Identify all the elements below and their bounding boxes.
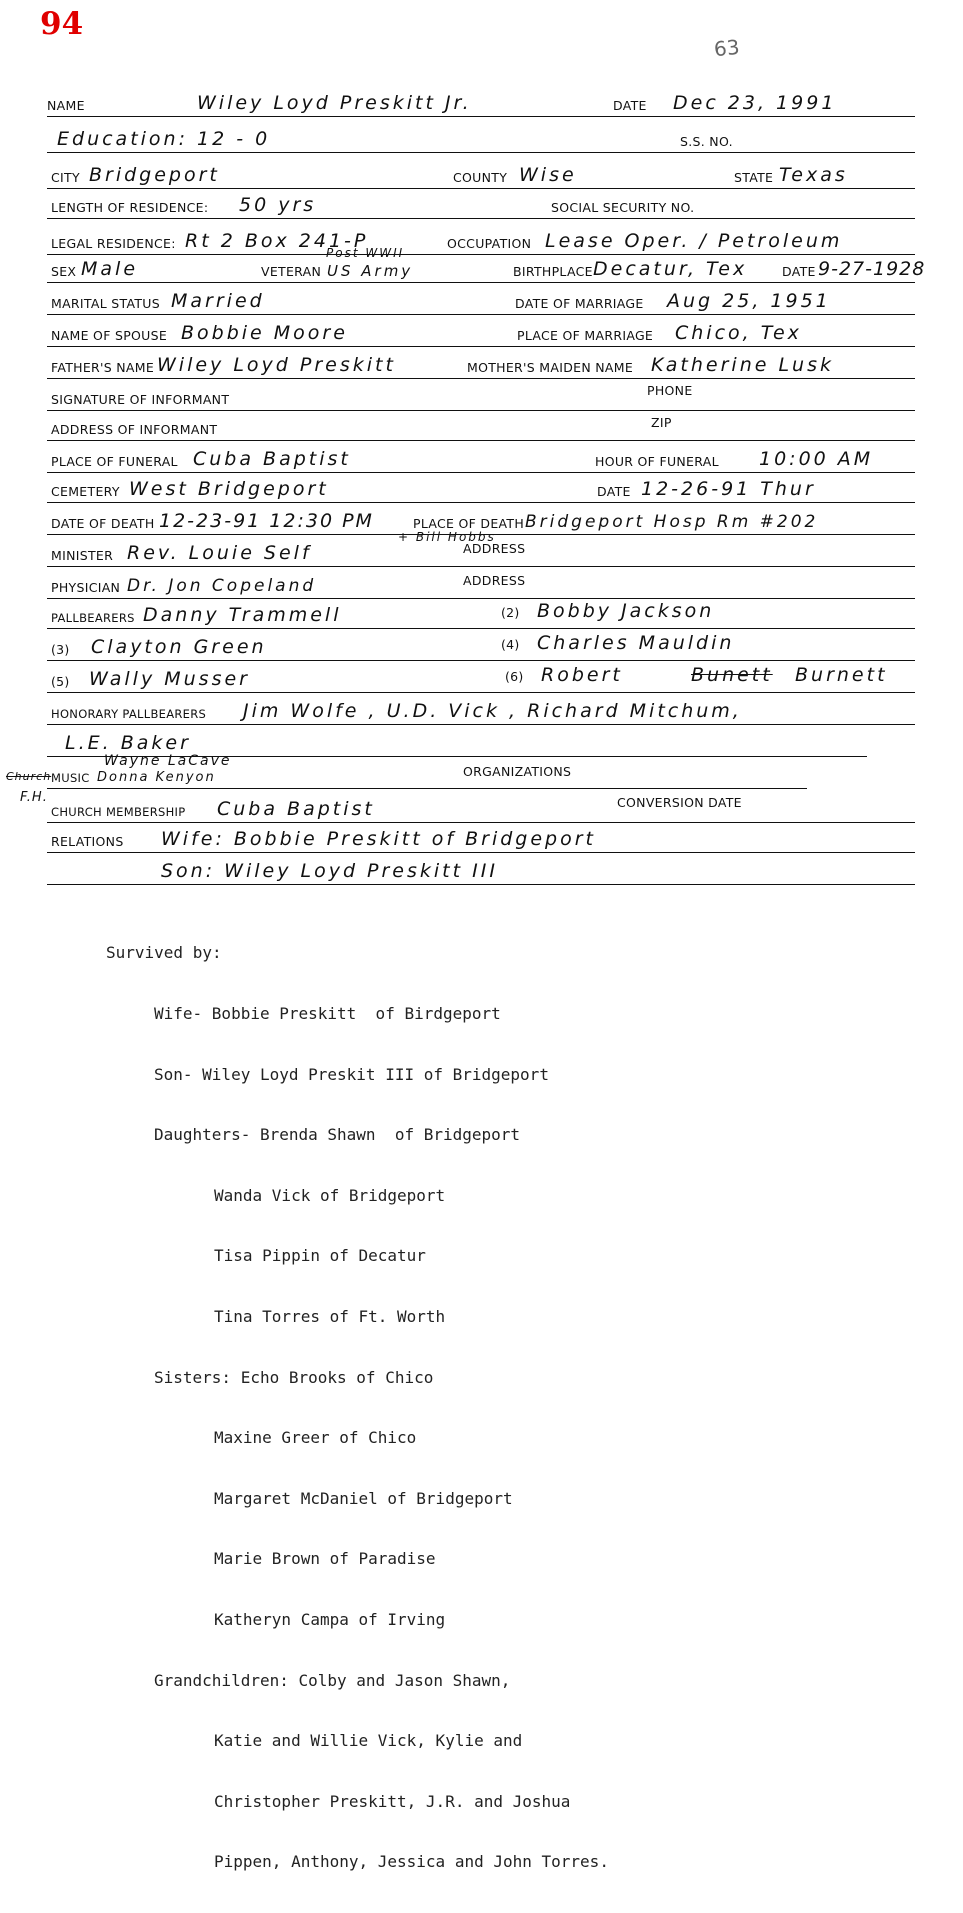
honorary-value: Jim Wolfe , U.D. Vick , Richard Mitchum, bbox=[243, 700, 742, 722]
death-place-label: PLACE OF DEATH bbox=[413, 516, 525, 531]
survivor-line: Tina Torres of Ft. Worth bbox=[214, 1306, 446, 1326]
row-informant-signature bbox=[47, 378, 915, 411]
honorary-label: HONORARY PALLBEARERS bbox=[51, 707, 207, 721]
row-marital bbox=[47, 282, 915, 315]
survivor-line: Wife- Bobbie Preskitt of Birdgeport bbox=[154, 1004, 501, 1023]
cemetery-date-label: DATE bbox=[597, 484, 631, 499]
date-value: Dec 23, 1991 bbox=[673, 92, 837, 114]
row-residence-length bbox=[47, 184, 915, 219]
pallbearer-6-number: (6) bbox=[505, 669, 524, 684]
social-security-label: SOCIAL SECURITY NO. bbox=[551, 200, 695, 215]
conversion-label: CONVERSION DATE bbox=[617, 795, 742, 810]
survivor-line: Wanda Vick of Bridgeport bbox=[214, 1185, 446, 1205]
education-value: Education: 12 - 0 bbox=[57, 128, 271, 150]
birthplace-label: BIRTHPLACE bbox=[513, 264, 593, 279]
music-fh-note: F.H. bbox=[20, 790, 48, 805]
minister-addr-label: ADDRESS bbox=[463, 541, 526, 556]
survivor-line: Son- Wiley Loyd Preskit III of Bridgeport bbox=[154, 1064, 549, 1084]
survivor-line: Sisters: Echo Brooks of Chico bbox=[154, 1367, 434, 1387]
sex-value: Male bbox=[81, 258, 139, 280]
church-label: CHURCH MEMBERSHIP bbox=[51, 805, 186, 819]
physician-value: Dr. Jon Copeland bbox=[127, 576, 317, 596]
survivor-line: Katie and Willie Vick, Kylie and bbox=[214, 1731, 523, 1751]
mother-value: Katherine Lusk bbox=[651, 354, 834, 376]
spouse-value: Bobbie Moore bbox=[181, 322, 348, 344]
cemetery-value: West Bridgeport bbox=[129, 478, 329, 500]
survivor-line: Katheryn Campa of Irving bbox=[214, 1609, 446, 1629]
row-cemetery bbox=[47, 472, 915, 503]
pallbearer-6-corrected: Burnett bbox=[795, 664, 888, 686]
marriage-place-value: Chico, Tex bbox=[675, 322, 802, 344]
page-number: 94 bbox=[40, 6, 84, 42]
cemetery-label: CEMETERY bbox=[51, 484, 120, 499]
marriage-place-label: PLACE OF MARRIAGE bbox=[517, 328, 654, 343]
pallbearer-6: Robert bbox=[541, 664, 623, 686]
veteran-value: US Army bbox=[327, 262, 414, 280]
row-pallbearers-2 bbox=[47, 628, 915, 661]
honorary-cont-value: L.E. Baker bbox=[65, 732, 191, 754]
residence-length-label: LENGTH OF RESIDENCE: bbox=[51, 200, 209, 215]
survivor-line: Tisa Pippin of Decatur bbox=[214, 1246, 426, 1266]
cemetery-date-value: 12-26-91 Thur bbox=[641, 478, 816, 500]
spouse-label: NAME OF SPOUSE bbox=[51, 328, 168, 343]
father-value: Wiley Loyd Preskitt bbox=[157, 354, 396, 376]
sex-label: SEX bbox=[51, 264, 77, 279]
pallbearers-label: PALLBEARERS bbox=[51, 611, 135, 625]
minister-note: + Bill Hobbs bbox=[398, 530, 496, 544]
pallbearer-4-number: (4) bbox=[501, 637, 520, 652]
ss-label: S.S. NO. bbox=[680, 134, 733, 149]
survivor-line: Marie Brown of Paradise bbox=[214, 1549, 436, 1569]
mother-label: MOTHER'S MAIDEN NAME bbox=[467, 360, 634, 375]
row-pallbearers-1 bbox=[47, 598, 915, 629]
phone-label: PHONE bbox=[647, 383, 693, 398]
date-label: DATE bbox=[613, 98, 647, 113]
music-value-2: Donna Kenyon bbox=[97, 770, 216, 785]
pallbearer-4: Charles Mauldin bbox=[537, 632, 735, 654]
row-spouse bbox=[47, 314, 915, 347]
birth-date-value: 9-27-1928 bbox=[818, 258, 926, 280]
survivor-line: Maxine Greer of Chico bbox=[214, 1428, 417, 1448]
row-name bbox=[47, 80, 915, 117]
father-label: FATHER'S NAME bbox=[51, 360, 155, 375]
row-relations-cont bbox=[47, 852, 915, 885]
minister-value: Rev. Louie Self bbox=[127, 542, 312, 564]
marriage-date-value: Aug 25, 1951 bbox=[667, 290, 831, 312]
death-date-label: DATE OF DEATH bbox=[51, 516, 155, 531]
state-label: STATE bbox=[734, 170, 774, 185]
funeral-place-label: PLACE OF FUNERAL bbox=[51, 454, 178, 469]
county-label: COUNTY bbox=[453, 170, 508, 185]
row-parents bbox=[47, 346, 915, 379]
row-minister bbox=[47, 534, 915, 567]
row-honorary bbox=[47, 692, 915, 725]
row-education bbox=[47, 116, 915, 153]
informant-addr-label: ADDRESS OF INFORMANT bbox=[51, 422, 218, 437]
residence-length-value: 50 yrs bbox=[239, 194, 317, 216]
minister-label: MINISTER bbox=[51, 548, 114, 563]
funeral-hour-value: 10:00 AM bbox=[759, 448, 874, 470]
music-struck-word: Church bbox=[6, 770, 52, 783]
row-church bbox=[47, 788, 915, 823]
church-value: Cuba Baptist bbox=[217, 798, 375, 820]
row-informant-address bbox=[47, 410, 915, 441]
survivor-line: Grandchildren: Colby and Jason Shawn, bbox=[154, 1670, 511, 1690]
pallbearer-3-number: (3) bbox=[51, 642, 70, 657]
death-place-value: Bridgeport Hosp Rm #202 bbox=[525, 512, 819, 532]
legal-residence-label: LEGAL RESIDENCE: bbox=[51, 236, 176, 251]
relations-value-1: Wife: Bobbie Preskitt of Bridgeport bbox=[161, 828, 596, 850]
funeral-place-value: Cuba Baptist bbox=[193, 448, 351, 470]
pallbearer-2: Bobby Jackson bbox=[537, 600, 715, 622]
survivor-line: Margaret McDaniel of Bridgeport bbox=[214, 1488, 513, 1508]
music-value-1: Wayne LaCave bbox=[104, 753, 232, 769]
physician-addr-label: ADDRESS bbox=[463, 573, 526, 588]
post-ww-note: Post WWII bbox=[326, 246, 405, 260]
birthplace-value: Decatur, Tex bbox=[593, 258, 748, 280]
informant-sig-label: SIGNATURE OF INFORMANT bbox=[51, 392, 230, 407]
survivors-heading: Survived by: bbox=[106, 943, 222, 963]
row-sex bbox=[47, 248, 926, 283]
pallbearer-1: Danny Trammell bbox=[143, 604, 342, 626]
funeral-hour-label: HOUR OF FUNERAL bbox=[595, 454, 719, 469]
survivor-line: Daughters- Brenda Shawn of Bridgeport bbox=[154, 1125, 521, 1145]
name-value: Wiley Loyd Preskitt Jr. bbox=[197, 92, 472, 114]
zip-label: ZIP bbox=[651, 415, 672, 430]
county-value: Wise bbox=[519, 164, 577, 186]
marital-label: MARITAL STATUS bbox=[51, 296, 160, 311]
row-funeral bbox=[47, 440, 915, 473]
occupation-label: OCCUPATION bbox=[447, 236, 532, 251]
relations-value-2: Son: Wiley Loyd Preskitt III bbox=[161, 860, 498, 882]
survivor-line: Pippen, Anthony, Jessica and John Torres. bbox=[214, 1852, 609, 1872]
city-label: CITY bbox=[51, 170, 80, 185]
row-music bbox=[47, 756, 807, 789]
organizations-label: ORGANIZATIONS bbox=[463, 764, 572, 779]
pallbearer-5: Wally Musser bbox=[89, 668, 250, 690]
marriage-date-label: DATE OF MARRIAGE bbox=[515, 296, 644, 311]
occupation-value: Lease Oper. / Petroleum bbox=[545, 230, 843, 252]
pallbearer-6-struck: Bunett bbox=[691, 664, 773, 686]
music-label: MUSIC bbox=[51, 771, 90, 785]
birth-date-label: DATE bbox=[782, 264, 816, 279]
pallbearer-3: Clayton Green bbox=[91, 636, 267, 658]
margin-note: 63 bbox=[712, 34, 741, 62]
survivor-line: Christopher Preskitt, J.R. and Joshua bbox=[214, 1791, 571, 1811]
row-physician bbox=[47, 566, 915, 599]
name-label: NAME bbox=[47, 98, 85, 113]
pallbearer-2-number: (2) bbox=[501, 605, 520, 620]
city-value: Bridgeport bbox=[89, 164, 220, 186]
state-value: Texas bbox=[779, 164, 848, 186]
relations-label: RELATIONS bbox=[51, 834, 124, 849]
row-relations bbox=[47, 822, 915, 853]
row-pallbearers-3 bbox=[47, 660, 915, 693]
marital-value: Married bbox=[171, 290, 265, 312]
veteran-label: VETERAN bbox=[261, 264, 322, 279]
legal-residence-value: Rt 2 Box 241-P bbox=[185, 230, 369, 252]
physician-label: PHYSICIAN bbox=[51, 580, 121, 595]
survivors-list bbox=[106, 903, 609, 1913]
pallbearer-5-number: (5) bbox=[51, 674, 70, 689]
death-date-value: 12-23-91 12:30 PM bbox=[159, 510, 374, 532]
